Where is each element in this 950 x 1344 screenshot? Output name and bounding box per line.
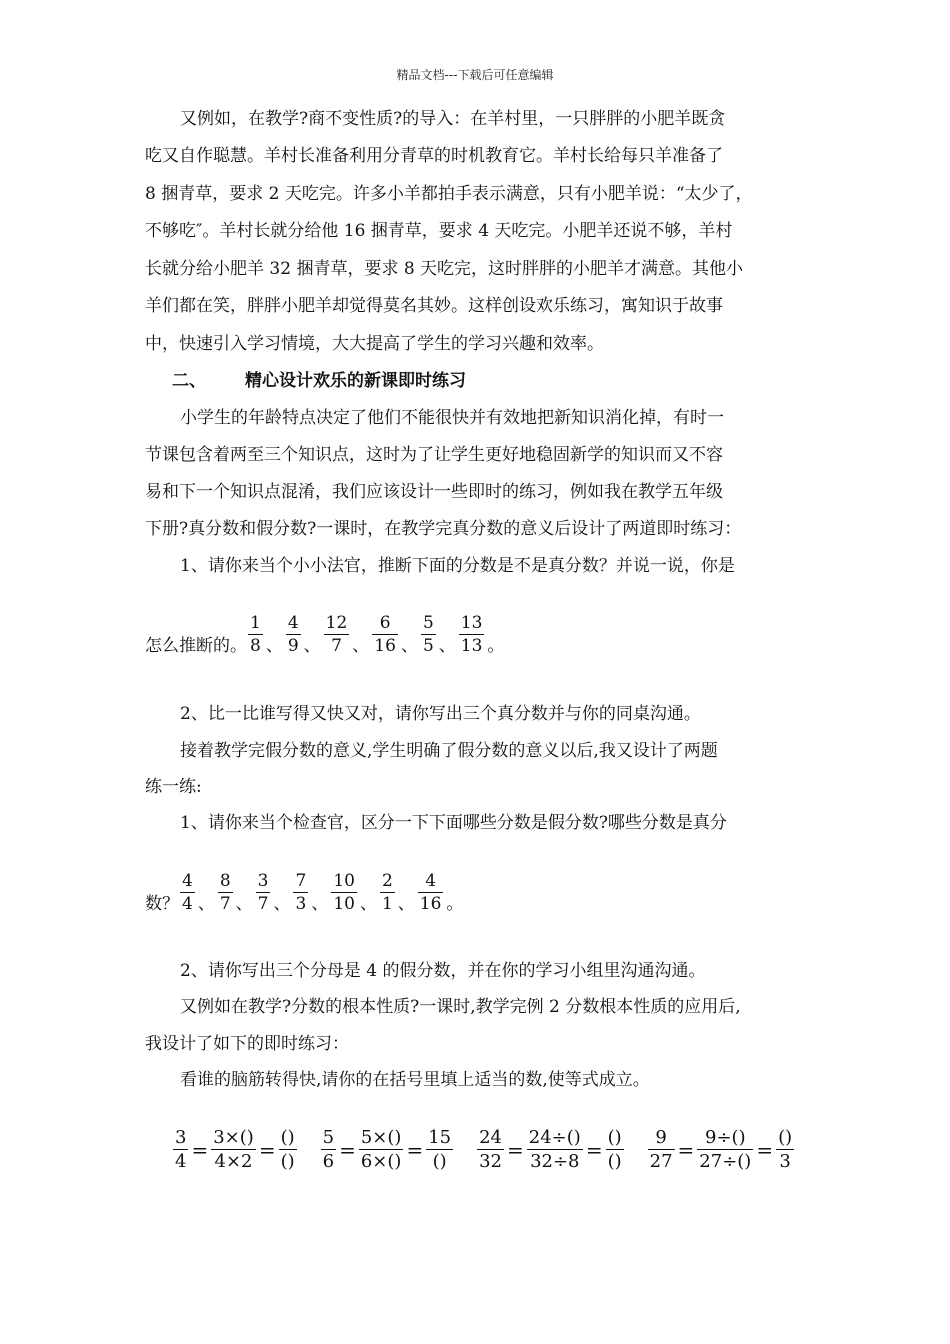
fraction-denominator: 1 — [381, 894, 393, 914]
equation-fraction — [648, 1126, 675, 1173]
para4-line-1: 又例如在教学?分数的根本性质?一课时,教学完例 2 分数根本性质的应用后, — [180, 997, 741, 1017]
fraction-numerator: () — [280, 1127, 295, 1148]
ex3-fraction — [180, 870, 195, 915]
equation-fraction — [321, 1126, 336, 1173]
fraction-numerator: 3×() — [213, 1127, 254, 1148]
para5-line: 看谁的脑筋转得快,请你的在括号里填上适当的数,使等式成立。 — [180, 1070, 650, 1090]
fraction-denominator: 27 — [649, 1151, 673, 1172]
fraction-numerator: 24 — [479, 1127, 503, 1148]
fraction-denominator: () — [280, 1151, 295, 1172]
fraction-numerator: 7 — [295, 871, 307, 891]
fraction-row-1 — [145, 612, 506, 657]
separator: 、 — [303, 636, 321, 656]
separator: 、 — [197, 894, 215, 914]
fraction-numerator: 3 — [175, 1127, 187, 1148]
fraction-denominator: 10 — [333, 894, 355, 914]
para1-line-6: 羊们都在笑，胖胖小肥羊却觉得莫名其妙。这样创设欢乐练习，寓知识于故事 — [145, 296, 723, 316]
exercise3-line: 1、请你来当个检查官，区分一下下面哪些分数是假分数?哪些分数是真分 — [180, 813, 727, 833]
ex3-fraction — [331, 870, 357, 915]
para3-line-2: 练一练: — [145, 777, 202, 797]
fraction-numerator: 4 — [425, 871, 437, 891]
equals-sign: = — [191, 1137, 209, 1162]
fraction-numerator: 3 — [257, 871, 269, 891]
equation-fraction — [426, 1126, 453, 1173]
separator: 、 — [235, 894, 253, 914]
para1-line-7: 中，快速引入学习情境，大大提高了学生的学习兴趣和效率。 — [145, 334, 604, 354]
equation-fraction — [477, 1126, 504, 1173]
equals-sign: = — [507, 1137, 524, 1162]
fraction-numerator: 15 — [428, 1127, 452, 1148]
fraction-denominator: 5 — [422, 636, 434, 656]
para2-line-2: 节课包含着两至三个知识点，这时为了让学生更好地稳固新学的知识而又不容 — [145, 445, 723, 465]
fraction-denominator: () — [607, 1151, 622, 1172]
para1-line-1: 又例如，在教学?商不变性质?的导入：在羊村里，一只胖胖的小肥羊既贪 — [180, 109, 726, 129]
ex1-fraction — [324, 612, 350, 657]
fraction-numerator: 9÷() — [705, 1127, 746, 1148]
equals-sign: = — [339, 1137, 356, 1162]
equation-fraction — [776, 1126, 794, 1173]
fraction-denominator: () — [432, 1151, 447, 1172]
para1-line-5: 长就分给小肥羊 32 捆青草，要求 8 天吃完，这时胖胖的小肥羊才满意。其他小 — [145, 259, 744, 279]
separator: 、 — [359, 894, 377, 914]
exercise1-prefix: 怎么推断的。 — [145, 636, 247, 656]
fraction-numerator: 13 — [460, 613, 483, 633]
equals-sign: = — [585, 1137, 603, 1162]
exercise1-line: 1、请你来当个小小法官，推断下面的分数是不是真分数？并说一说，你是 — [180, 556, 735, 576]
ex3-fraction — [293, 870, 308, 915]
ex1-fraction — [372, 612, 398, 657]
fraction-denominator: 3 — [779, 1151, 791, 1172]
fraction-numerator: () — [778, 1127, 793, 1148]
separator: 、 — [397, 894, 415, 914]
para2-line-3: 易和下一个知识点混淆，我们应该设计一些即时的练习，例如我在教学五年级 — [145, 482, 723, 502]
ex3-fraction — [380, 870, 395, 915]
end-mark: 。 — [487, 636, 505, 656]
fraction-denominator: 9 — [287, 636, 299, 656]
equals-sign: = — [258, 1137, 276, 1162]
fraction-denominator: 8 — [250, 636, 261, 656]
exercise2-line: 2、比一比谁写得又快又对，请你写出三个真分数并与你的同桌沟通。 — [180, 704, 701, 724]
fraction-denominator: 4×2 — [214, 1151, 253, 1172]
ex1-fraction — [421, 612, 436, 657]
separator: 、 — [265, 636, 283, 656]
equals-sign: = — [677, 1137, 695, 1162]
fraction-denominator: 32÷8 — [530, 1151, 580, 1172]
equation-fraction — [173, 1126, 188, 1173]
ex3-fraction — [418, 870, 444, 915]
ex1-fraction — [459, 612, 485, 657]
fraction-denominator: 7 — [331, 636, 342, 656]
fraction-numerator: 2 — [381, 871, 393, 891]
fraction-denominator: 4 — [175, 1151, 187, 1172]
ex1-fraction — [248, 612, 263, 657]
fraction-numerator: 4 — [182, 871, 193, 891]
fraction-numerator: 6 — [379, 613, 391, 633]
section-title: 精心设计欢乐的新课即时练习 — [245, 371, 466, 391]
equation-fraction — [211, 1126, 256, 1173]
separator: 、 — [311, 894, 329, 914]
separator: 、 — [400, 636, 418, 656]
equation-row — [172, 1126, 795, 1173]
para1-line-2: 吃又自作聪慧。羊村长准备利用分青草的时机教育它。羊村长给每只羊准备了 — [145, 146, 723, 166]
fraction-denominator: 27÷() — [699, 1151, 752, 1172]
fraction-numerator: 4 — [287, 613, 299, 633]
section-number: 二、 — [172, 371, 206, 391]
fraction-numerator: 5×() — [360, 1127, 402, 1148]
para2-line-1: 小学生的年龄特点决定了他们不能很快并有效地把新知识消化掉，有时一 — [180, 408, 724, 428]
fraction-denominator: 6 — [322, 1151, 335, 1172]
equals-sign: = — [406, 1137, 424, 1162]
equation-fraction — [279, 1126, 297, 1173]
fraction-numerator: 1 — [250, 613, 261, 633]
fraction-denominator: 6×() — [360, 1151, 402, 1172]
equation-fraction — [697, 1126, 753, 1173]
fraction-numerator: () — [607, 1127, 622, 1148]
fraction-denominator: 32 — [479, 1151, 503, 1172]
separator: 、 — [438, 636, 456, 656]
fraction-denominator: 3 — [295, 894, 307, 914]
fraction-denominator: 4 — [182, 894, 193, 914]
para1-line-3: 8 捆青草，要求 2 天吃完。许多小羊都拍手表示满意，只有小肥羊说：“太少了， — [145, 184, 753, 204]
equals-sign: = — [756, 1137, 774, 1162]
fraction-numerator: 12 — [325, 613, 348, 633]
ex1-fraction — [286, 612, 301, 657]
para4-line-2: 我设计了如下的即时练习： — [145, 1034, 349, 1054]
fraction-row-2 — [145, 870, 465, 915]
equation-fraction — [359, 1126, 404, 1173]
fraction-denominator: 7 — [219, 894, 231, 914]
para1-line-4: 不够吃″。羊村长就分给他 16 捆青草，要求 4 天吃完。小肥羊还说不够，羊村 — [145, 221, 733, 241]
fraction-numerator: 5 — [322, 1127, 335, 1148]
fraction-denominator: 16 — [419, 894, 442, 914]
fraction-numerator: 8 — [219, 871, 231, 891]
fraction-denominator: 7 — [257, 894, 269, 914]
page-header: 精品文档---下载后可任意编辑 — [396, 68, 554, 82]
ex3-fraction — [256, 870, 271, 915]
ex3-fraction — [218, 870, 233, 915]
end-mark: 。 — [446, 894, 464, 914]
fraction-denominator: 13 — [460, 636, 483, 656]
exercise3-prefix: 数？ — [145, 894, 179, 914]
fraction-numerator: 5 — [422, 613, 434, 633]
fraction-numerator: 9 — [655, 1127, 667, 1148]
equation-fraction — [527, 1126, 583, 1173]
separator: 、 — [273, 894, 291, 914]
separator: 、 — [352, 636, 370, 656]
para3-line-1: 接着教学完假分数的意义,学生明确了假分数的意义以后,我又设计了两题 — [180, 741, 718, 761]
para2-line-4: 下册?真分数和假分数?一课时，在教学完真分数的意义后设计了两道即时练习： — [145, 519, 742, 539]
exercise4-line: 2、请你写出三个分母是 4 的假分数，并在你的学习小组里沟通沟通。 — [180, 961, 706, 981]
fraction-numerator: 10 — [333, 871, 355, 891]
fraction-numerator: 24÷() — [528, 1127, 581, 1148]
equation-fraction — [606, 1126, 624, 1173]
fraction-denominator: 16 — [374, 636, 396, 656]
